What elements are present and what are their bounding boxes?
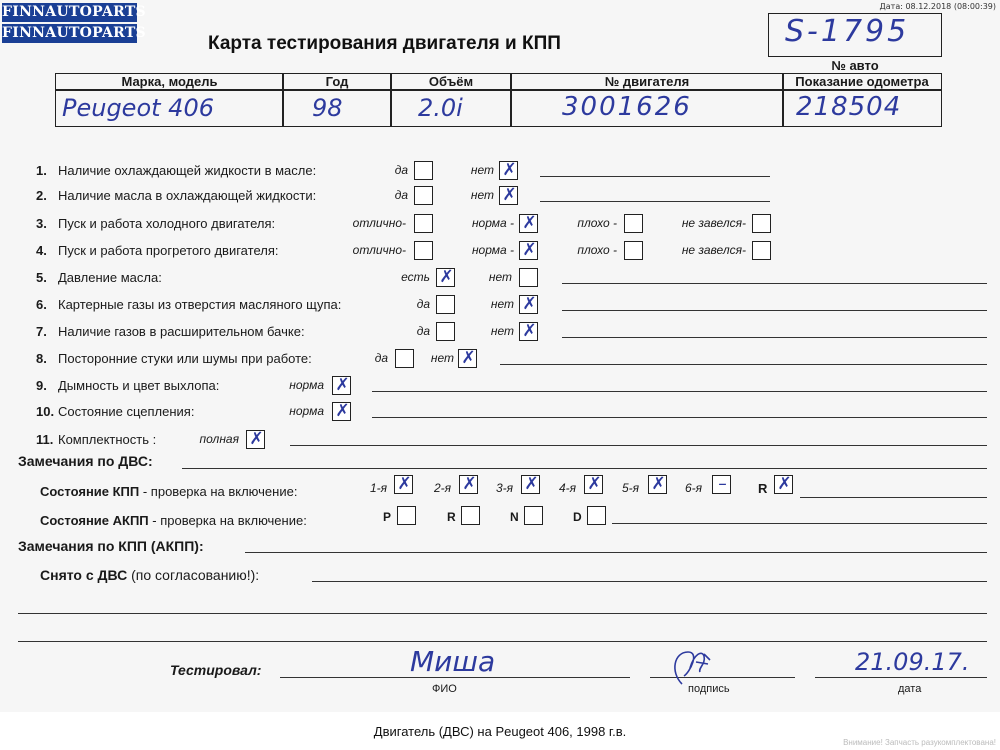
question-number: 7.	[36, 324, 47, 339]
option-label: не завелся-	[681, 216, 746, 230]
value-volume: 2.0i	[418, 94, 463, 122]
check-mark: ✗	[522, 294, 537, 314]
question-number: 11.	[36, 432, 54, 447]
auto-position-label: N	[510, 510, 519, 524]
photo-caption: Двигатель (ДВС) на Peugeot 406, 1998 г.в.	[373, 724, 627, 739]
option-checkbox[interactable]	[246, 430, 265, 449]
question-text: Давление масла:	[58, 270, 162, 285]
question-10	[36, 404, 194, 419]
notes-line[interactable]	[500, 364, 987, 365]
question-11	[36, 432, 156, 447]
manual-gearbox-line[interactable]	[800, 497, 987, 498]
option-checkbox[interactable]	[624, 241, 643, 260]
auto-position-checkbox[interactable]	[461, 506, 480, 525]
engine-remarks-label: Замечания по ДВС:	[18, 453, 153, 469]
question-text: Пуск и работа прогретого двигателя:	[58, 243, 279, 258]
option-label: плохо -	[577, 243, 617, 257]
option-label: плохо -	[577, 216, 617, 230]
gear-checkbox[interactable]	[584, 475, 603, 494]
question-text: Наличие газов в расширительном бачке:	[58, 324, 305, 339]
form-title: Карта тестирования двигателя и КПП	[208, 33, 561, 54]
option-checkbox[interactable]	[499, 186, 518, 205]
question-number: 10.	[36, 404, 55, 419]
date-stamp: Дата: 08.12.2018 (08:00:39)	[879, 2, 996, 11]
header-engine-no: № двигателя	[604, 74, 690, 89]
option-label: норма -	[471, 216, 514, 230]
gear-checkbox[interactable]	[521, 475, 540, 494]
tested-by-label: Тестировал:	[170, 662, 262, 678]
engine-remarks-line[interactable]	[182, 468, 987, 469]
question-4	[36, 243, 278, 258]
value-odometer: 218504	[796, 92, 902, 122]
date-line[interactable]	[815, 677, 987, 678]
option-label: не завелся-	[681, 243, 746, 257]
stock-number: S-1795	[785, 14, 910, 49]
option-checkbox[interactable]	[499, 161, 518, 180]
option-label: нет	[470, 188, 494, 202]
signed-date: 21.09.17.	[855, 648, 970, 676]
auto-gearbox-line[interactable]	[612, 523, 987, 524]
value-year: 98	[312, 94, 343, 122]
notes-line[interactable]	[372, 417, 987, 418]
option-checkbox[interactable]	[519, 268, 538, 287]
auto-position-checkbox[interactable]	[397, 506, 416, 525]
no-avto-label: № авто	[831, 58, 879, 73]
gear-label: 6-я	[685, 481, 703, 495]
question-9	[36, 378, 219, 393]
date-label: дата	[898, 683, 922, 695]
header-volume: Объём	[428, 74, 474, 89]
watermark: Внимание! Запчасть разукомплектована!	[843, 738, 996, 747]
question-number: 1.	[36, 163, 47, 178]
question-1	[36, 163, 316, 178]
check-mark: ✗	[522, 321, 537, 341]
logo-top: FINNAUTOPARTS	[2, 4, 146, 20]
check-mark: ✗	[524, 474, 539, 494]
option-label: норма	[289, 378, 324, 392]
auto-position-checkbox[interactable]	[587, 506, 606, 525]
question-3	[36, 216, 275, 231]
notes-line[interactable]	[540, 201, 770, 202]
notes-line[interactable]	[290, 445, 987, 446]
fio-label: ФИО	[432, 683, 457, 695]
header-odometer: Показание одометра	[795, 74, 929, 89]
gear-checkbox[interactable]	[774, 475, 793, 494]
gear-label: 2-я	[434, 481, 452, 495]
manual-gearbox-label: Состояние КПП - проверка на включение:	[40, 484, 298, 499]
option-label: нет	[430, 351, 454, 365]
gearbox-remarks-label: Замечания по КПП (АКПП):	[18, 538, 204, 554]
value-model: Peugeot 406	[62, 94, 214, 122]
gear-label: 4-я	[559, 481, 577, 495]
option-label: нет	[490, 324, 514, 338]
check-mark: ✗	[522, 240, 537, 260]
check-mark: ✗	[777, 474, 792, 494]
option-label: отлично-	[352, 243, 406, 257]
check-mark: ✗	[502, 160, 517, 180]
auto-gearbox-label: Состояние АКПП - проверка на включение:	[40, 513, 307, 528]
notes-line[interactable]	[562, 310, 987, 311]
gearbox-remarks-line[interactable]	[245, 552, 987, 553]
table-divider	[55, 89, 942, 91]
option-label: да	[416, 297, 430, 311]
check-mark: ✗	[587, 474, 602, 494]
question-number: 4.	[36, 243, 47, 258]
question-number: 8.	[36, 351, 47, 366]
tester-name: Миша	[410, 645, 496, 678]
option-checkbox[interactable]	[458, 349, 477, 368]
option-checkbox[interactable]	[752, 214, 771, 233]
option-label: да	[416, 324, 430, 338]
gear-checkbox[interactable]	[712, 475, 731, 494]
notes-line[interactable]	[540, 176, 770, 177]
option-checkbox[interactable]	[519, 322, 538, 341]
notes-line[interactable]	[372, 391, 987, 392]
option-label: нет	[490, 297, 514, 311]
question-text: Картерные газы из отверстия масляного щупа:	[58, 297, 342, 312]
option-label: норма -	[471, 243, 514, 257]
logo-bottom: FINNAUTOPARTS	[2, 25, 146, 41]
question-8	[36, 351, 312, 366]
option-checkbox[interactable]	[752, 241, 771, 260]
option-label: норма	[289, 404, 324, 418]
check-mark: ✗	[651, 474, 666, 494]
question-text: Наличие охлаждающей жидкости в масле:	[58, 163, 317, 178]
removed-label: Снято с ДВС (по согласованию!):	[40, 567, 260, 583]
question-text: Наличие масла в охлаждающей жидкости:	[58, 188, 317, 203]
question-5	[36, 270, 162, 285]
option-label: полная	[199, 432, 239, 446]
gear-label: 5-я	[622, 481, 640, 495]
header-year: Год	[325, 74, 349, 89]
question-text: Комплектность :	[58, 432, 157, 447]
auto-position-label: R	[447, 510, 456, 524]
check-mark: ✗	[397, 474, 412, 494]
question-number: 5.	[36, 270, 47, 285]
notes-line[interactable]	[562, 337, 987, 338]
question-text: Состояние сцепления:	[58, 404, 195, 419]
check-mark: ✗	[522, 213, 537, 233]
option-label: нет	[470, 163, 494, 177]
check-mark: ✗	[462, 474, 477, 494]
auto-position-checkbox[interactable]	[524, 506, 543, 525]
option-checkbox[interactable]	[332, 402, 351, 421]
option-label: да	[374, 351, 388, 365]
removed-line-1[interactable]	[312, 581, 987, 582]
check-mark: ✗	[335, 401, 350, 421]
question-7	[36, 324, 305, 339]
removed-line-2[interactable]	[18, 613, 987, 614]
option-label: нет	[488, 270, 512, 284]
gear-label: 1-я	[370, 481, 388, 495]
question-6	[36, 297, 341, 312]
gear-checkbox[interactable]	[648, 475, 667, 494]
check-mark: ✗	[461, 348, 476, 368]
gear-label: 3-я	[496, 481, 514, 495]
question-2	[36, 188, 316, 203]
check-mark: ✗	[439, 267, 454, 287]
header-model: Марка, модель	[121, 74, 218, 89]
question-text: Посторонние стуки или шумы при работе:	[58, 351, 312, 366]
value-engine-no: 3001626	[562, 92, 692, 122]
gear-checkbox[interactable]	[394, 475, 413, 494]
option-label: есть	[401, 270, 430, 284]
option-checkbox[interactable]	[519, 295, 538, 314]
question-number: 2.	[36, 188, 47, 203]
sign-label: подпись	[688, 683, 730, 695]
option-label: да	[394, 163, 408, 177]
question-text: Дымность и цвет выхлопа:	[58, 378, 220, 393]
notes-line[interactable]	[562, 283, 987, 284]
auto-position-label: D	[573, 510, 582, 524]
check-mark: ✗	[249, 429, 264, 449]
check-mark: ✗	[335, 375, 350, 395]
question-number: 3.	[36, 216, 47, 231]
check-mark: –	[718, 474, 727, 494]
removed-line-3[interactable]	[18, 641, 987, 642]
check-mark: ✗	[502, 185, 517, 205]
option-label: отлично-	[352, 216, 406, 230]
option-checkbox[interactable]	[624, 214, 643, 233]
question-text: Пуск и работа холодного двигателя:	[58, 216, 276, 231]
gear-label: R	[758, 481, 768, 496]
auto-position-label: P	[383, 510, 392, 524]
option-label: да	[394, 188, 408, 202]
option-checkbox[interactable]	[332, 376, 351, 395]
question-number: 6.	[36, 297, 47, 312]
gear-checkbox[interactable]	[459, 475, 478, 494]
question-number: 9.	[36, 378, 47, 393]
